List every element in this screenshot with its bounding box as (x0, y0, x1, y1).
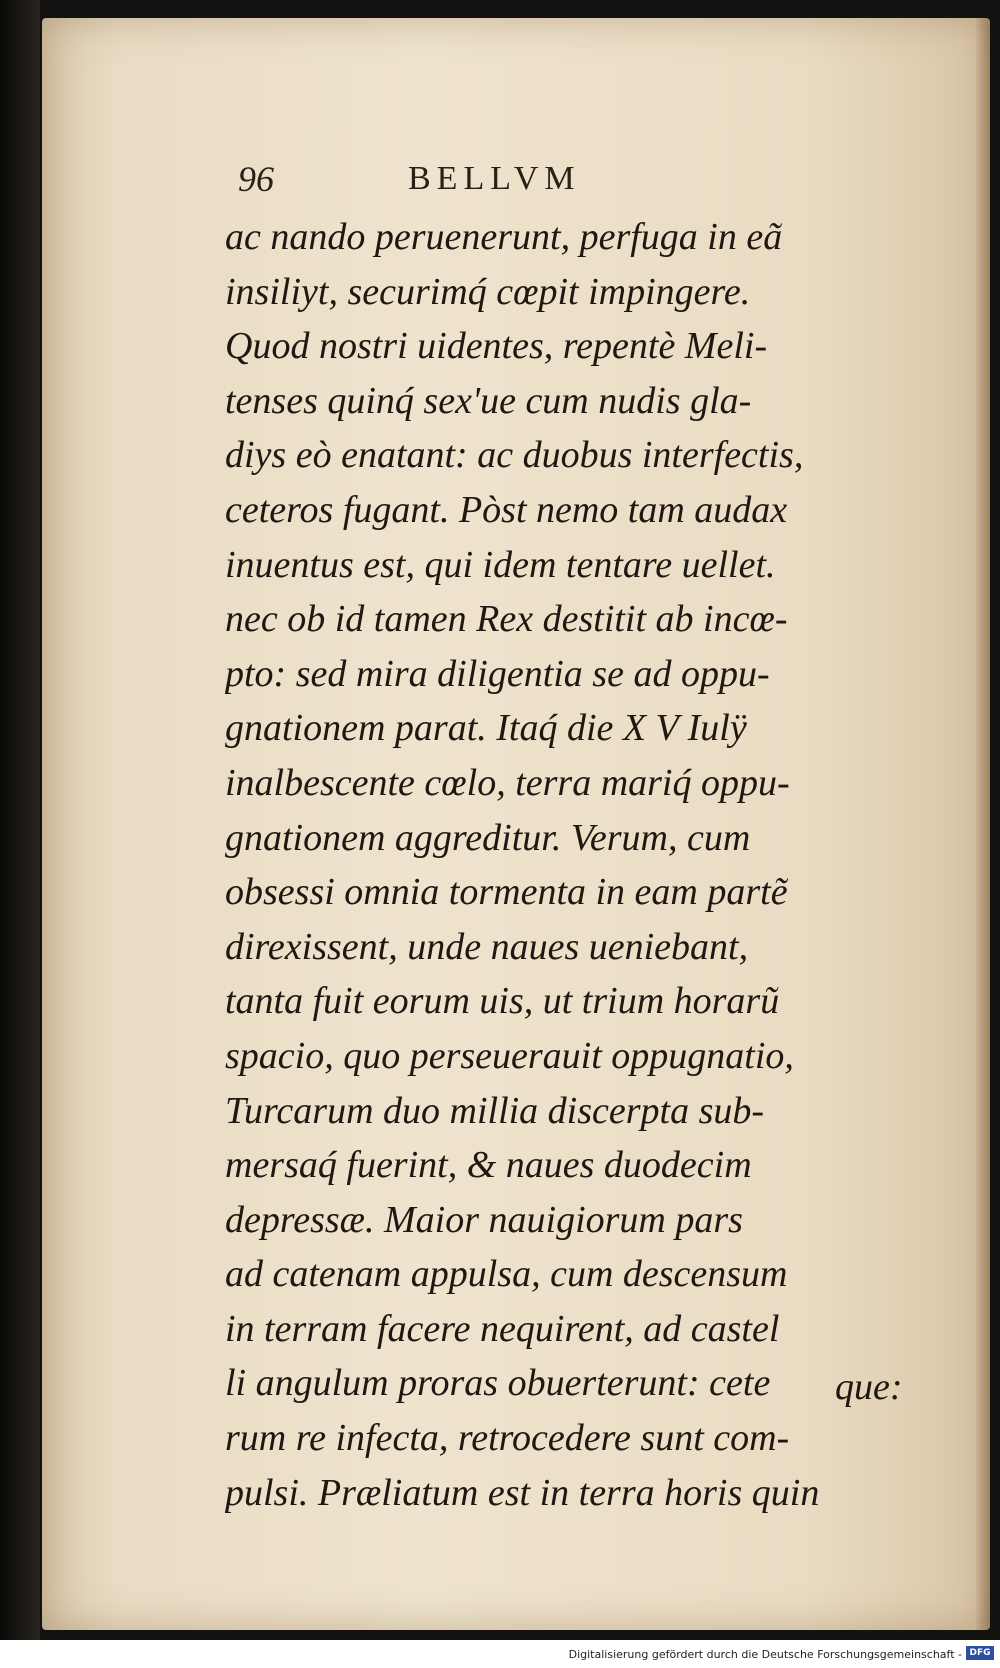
page-header (238, 150, 688, 210)
text-line: Quod nostri uidentes, repentè Meli- (225, 325, 768, 368)
text-line: gnationem aggreditur. Verum, cum (225, 816, 751, 859)
page-number: 96 (238, 159, 274, 199)
text-line: tenses quinq́ sex'ue cum nudis gla- (225, 379, 752, 422)
text-line: pulsi. Præliatum est in terra horis quin (225, 1471, 820, 1514)
text-line: nec ob id tamen Rex destitit ab incœ- (225, 598, 788, 641)
text-line: mersaq́ fuerint, & naues duodecim (225, 1144, 752, 1187)
text-line: in terram facere nequirent, ad castel (225, 1307, 780, 1350)
text-line: li angulum proras obuerterunt: cete (225, 1362, 771, 1405)
dfg-logo-icon: DFG (966, 1646, 994, 1660)
text-line: obsessi omnia tormenta in eam partẽ (225, 871, 788, 914)
text-line: ceteros fugant. Pòst nemo tam audax (225, 488, 788, 531)
text-line: insiliyt, securimq́ cœpit impingere. (225, 270, 751, 313)
text-line: inuentus est, qui idem tentare uellet. (225, 543, 776, 586)
text-line: spacio, quo perseuerauit oppugnatio, (225, 1034, 794, 1077)
text-line: gnationem parat. Itaq́ die X V Iulÿ (225, 707, 747, 750)
text-line: ad catenam appulsa, cum descensum (225, 1253, 788, 1296)
text-line: pto: sed mira diligentia se ad oppu- (225, 652, 770, 695)
text-line: rum re infecta, retrocedere sunt com- (225, 1417, 790, 1460)
footer-credit: Digitalisierung gefördert durch die Deutsche Forschungsgemeinschaft - (568, 1648, 962, 1661)
footer-bar (0, 1640, 1000, 1668)
text-line: inalbescente cœlo, terra mariq́ oppu- (225, 761, 790, 804)
book-spine (0, 0, 40, 1640)
text-line: diys eò enatant: ac duobus interfectis, (225, 434, 804, 477)
text-block (225, 210, 893, 1520)
text-line: direxissent, unde naues ueniebant, (225, 925, 749, 968)
page-edge (976, 18, 990, 1630)
text-line: depressæ. Maior nauigiorum pars (225, 1198, 743, 1241)
text-line: Turcarum duo millia discerpta sub- (225, 1089, 765, 1132)
text-line: ac nando peruenerunt, perfuga in eã (225, 216, 783, 258)
running-head: BELLVM (408, 160, 581, 197)
catchword: que: (835, 1366, 903, 1408)
text-line: tanta fuit eorum uis, ut trium horarũ (225, 980, 780, 1023)
